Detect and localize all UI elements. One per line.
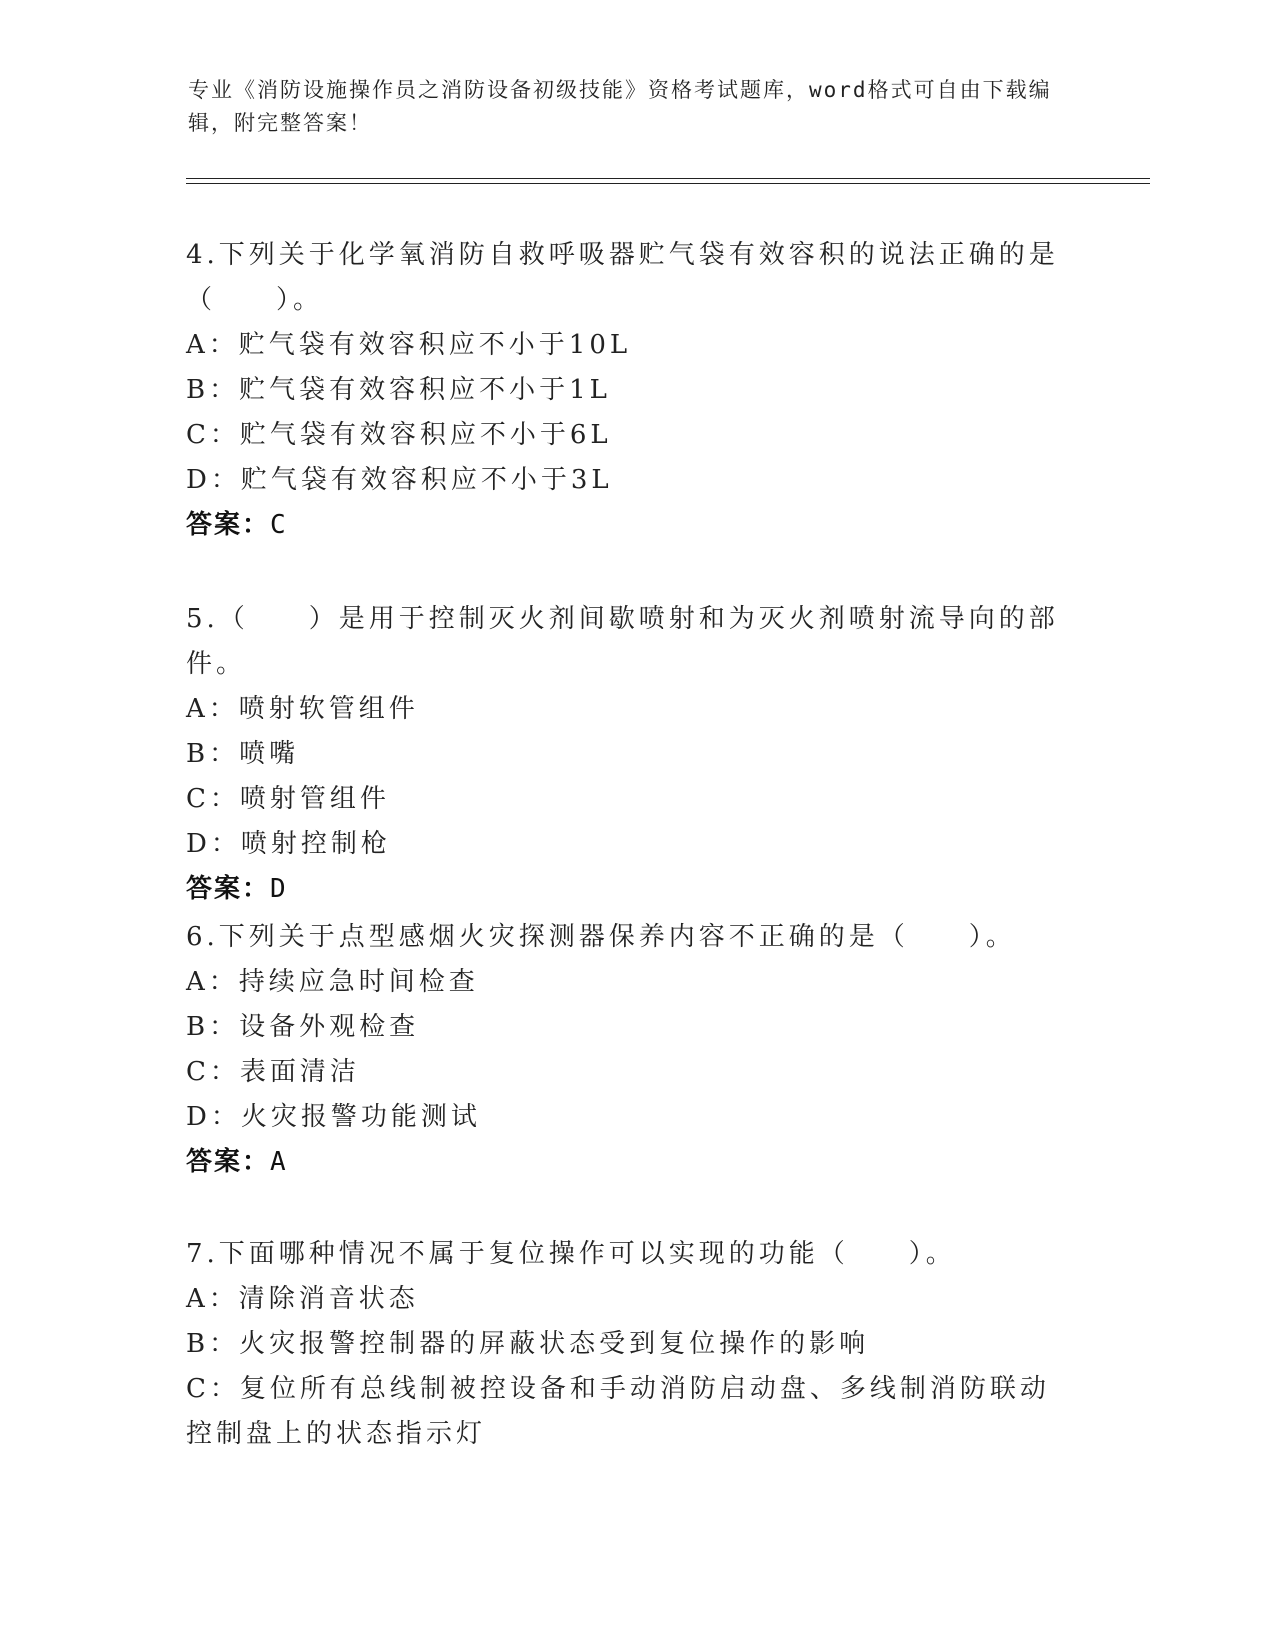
header-rule-top [186,178,1150,179]
option-a: A：清除消音状态 [186,1284,419,1314]
answer-line [186,867,1066,912]
option-a: A：持续应急时间检查 [186,967,479,997]
answer-label: 答案： [186,510,271,540]
answer-line [186,503,1066,548]
option-b: B：贮气袋有效容积应不小于1L [186,375,611,405]
option-c: C：喷射管组件 [186,784,390,814]
question-5 [186,597,1066,912]
question-7 [186,1232,1066,1457]
header-intro-text: 专业《消防设施操作员之消防设备初级技能》资格考试题库，word格式可自由下载编辑，附完整答案！ [188,78,1052,135]
question-stem: 4.下列关于化学氧消防自救呼吸器贮气袋有效容积的说法正确的是（ ）。 [186,240,1059,315]
option-b: B：火灾报警控制器的屏蔽状态受到复位操作的影响 [186,1329,870,1359]
header-rule-bottom [186,183,1150,184]
document-header [188,74,1068,140]
option-d: D：贮气袋有效容积应不小于3L [186,465,613,495]
answer-value: C [270,510,287,540]
option-d: D：喷射控制枪 [186,829,391,859]
question-4 [186,233,1066,548]
answer-value: A [270,1147,287,1177]
answer-label: 答案： [186,874,271,904]
option-b: B：喷嘴 [186,739,300,769]
question-stem: 5.（ ）是用于控制灭火剂间歇喷射和为灭火剂喷射流导向的部件。 [186,604,1059,679]
question-stem: 6.下列关于点型感烟火灾探测器保养内容不正确的是（ ）。 [186,922,1016,952]
answer-value: D [270,874,287,904]
option-c: C：复位所有总线制被控设备和手动消防启动盘、多线制消防联动控制盘上的状态指示灯 [186,1374,1050,1449]
option-c: C：贮气袋有效容积应不小于6L [186,420,612,450]
option-b: B：设备外观检查 [186,1012,420,1042]
option-a: A：贮气袋有效容积应不小于10L [186,330,632,360]
answer-label: 答案： [186,1147,271,1177]
question-stem: 7.下面哪种情况不属于复位操作可以实现的功能（ ）。 [186,1239,956,1269]
option-a: A：喷射软管组件 [186,694,419,724]
answer-line [186,1140,1066,1185]
option-c: C：表面清洁 [186,1057,360,1087]
option-d: D：火灾报警功能测试 [186,1102,481,1132]
question-6 [186,915,1066,1185]
